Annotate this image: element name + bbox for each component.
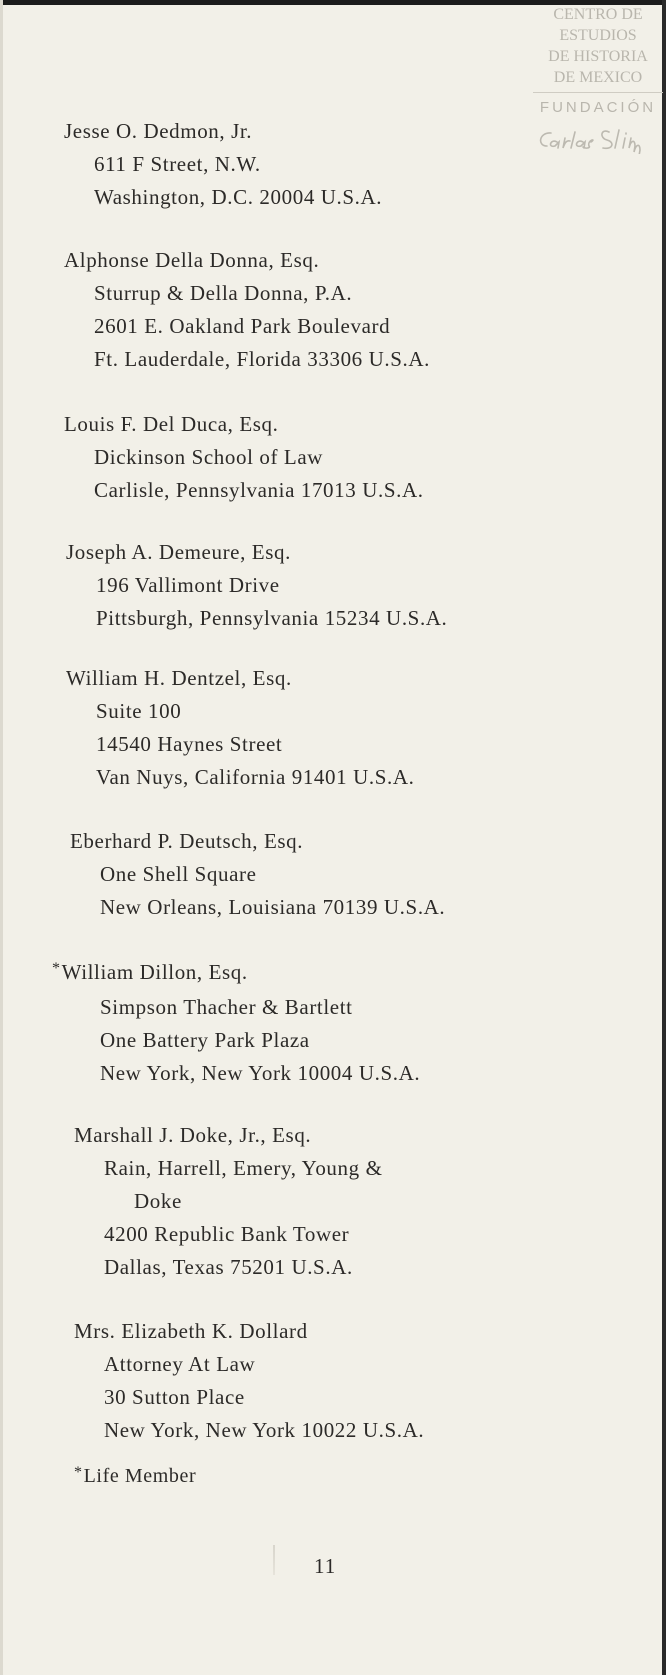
footnote-text: Life Member bbox=[83, 1465, 197, 1487]
scan-edge-left bbox=[0, 0, 3, 1675]
address-line: 611 F Street, N.W. bbox=[94, 152, 261, 176]
address-line: Van Nuys, California 91401 U.S.A. bbox=[96, 765, 415, 789]
life-member-asterisk: * bbox=[52, 960, 61, 977]
watermark-line: DE MEXICO bbox=[553, 69, 643, 86]
address-line: 30 Sutton Place bbox=[104, 1385, 245, 1409]
member-entry bbox=[64, 115, 382, 214]
member-name: Louis F. Del Duca, Esq. bbox=[64, 412, 279, 436]
member-name: Jesse O. Dedmon, Jr. bbox=[64, 119, 253, 143]
address-line: 196 Vallimont Drive bbox=[96, 573, 280, 597]
member-entry bbox=[52, 956, 420, 1090]
address-line: 2601 E. Oakland Park Boulevard bbox=[94, 314, 391, 338]
address-line: One Battery Park Plaza bbox=[100, 1028, 310, 1052]
signature-logo bbox=[533, 124, 663, 154]
member-entry bbox=[74, 1315, 424, 1447]
address-line: Sturrup & Della Donna, P.A. bbox=[94, 281, 353, 305]
watermark-line: CENTRO DE bbox=[553, 6, 643, 23]
watermark-line: DE HISTORIA bbox=[548, 48, 648, 65]
member-name: Alphonse Della Donna, Esq. bbox=[64, 248, 320, 272]
member-name: Marshall J. Doke, Jr., Esq. bbox=[74, 1123, 312, 1147]
member-name: William H. Dentzel, Esq. bbox=[66, 666, 292, 690]
library-watermark bbox=[533, 4, 663, 154]
address-line: New Orleans, Louisiana 70139 U.S.A. bbox=[100, 895, 446, 919]
address-line: Rain, Harrell, Emery, Young & bbox=[104, 1156, 383, 1180]
member-name: Joseph A. Demeure, Esq. bbox=[66, 540, 291, 564]
address-line: Attorney At Law bbox=[104, 1352, 256, 1376]
member-name: Eberhard P. Deutsch, Esq. bbox=[70, 829, 304, 853]
address-line: Carlisle, Pennsylvania 17013 U.S.A. bbox=[94, 478, 424, 502]
address-line: Dickinson School of Law bbox=[94, 445, 324, 469]
scan-speck bbox=[273, 1545, 275, 1575]
address-line: One Shell Square bbox=[100, 862, 257, 886]
address-line: 14540 Haynes Street bbox=[96, 732, 283, 756]
address-line: Simpson Thacher & Bartlett bbox=[100, 995, 353, 1019]
address-line: Suite 100 bbox=[96, 699, 182, 723]
watermark-line: ESTUDIOS bbox=[559, 27, 637, 44]
member-name: William Dillon, Esq. bbox=[61, 960, 248, 984]
address-line: Ft. Lauderdale, Florida 33306 U.S.A. bbox=[94, 347, 430, 371]
life-member-footnote bbox=[74, 1465, 196, 1488]
member-entry bbox=[66, 536, 447, 635]
address-line: Pittsburgh, Pennsylvania 15234 U.S.A. bbox=[96, 606, 448, 630]
address-line: Dallas, Texas 75201 U.S.A. bbox=[104, 1255, 353, 1279]
member-entry bbox=[66, 662, 414, 794]
address-line: New York, New York 10004 U.S.A. bbox=[100, 1061, 421, 1085]
footnote-asterisk: * bbox=[74, 1464, 83, 1481]
address-line-continued: Doke bbox=[134, 1189, 182, 1213]
address-line: New York, New York 10022 U.S.A. bbox=[104, 1418, 425, 1442]
member-name: Mrs. Elizabeth K. Dollard bbox=[74, 1319, 308, 1343]
address-line: Washington, D.C. 20004 U.S.A. bbox=[94, 185, 383, 209]
address-line: 4200 Republic Bank Tower bbox=[104, 1222, 350, 1246]
member-name-row bbox=[52, 956, 420, 991]
page-number: 11 bbox=[314, 1554, 337, 1578]
member-entry bbox=[74, 1119, 383, 1284]
member-entry bbox=[64, 408, 424, 507]
member-entry bbox=[64, 244, 430, 376]
scan-edge-right bbox=[662, 0, 666, 1675]
watermark-foundation: FUNDACIÓN bbox=[539, 99, 657, 116]
watermark-divider bbox=[533, 92, 663, 93]
member-entry bbox=[70, 825, 445, 924]
